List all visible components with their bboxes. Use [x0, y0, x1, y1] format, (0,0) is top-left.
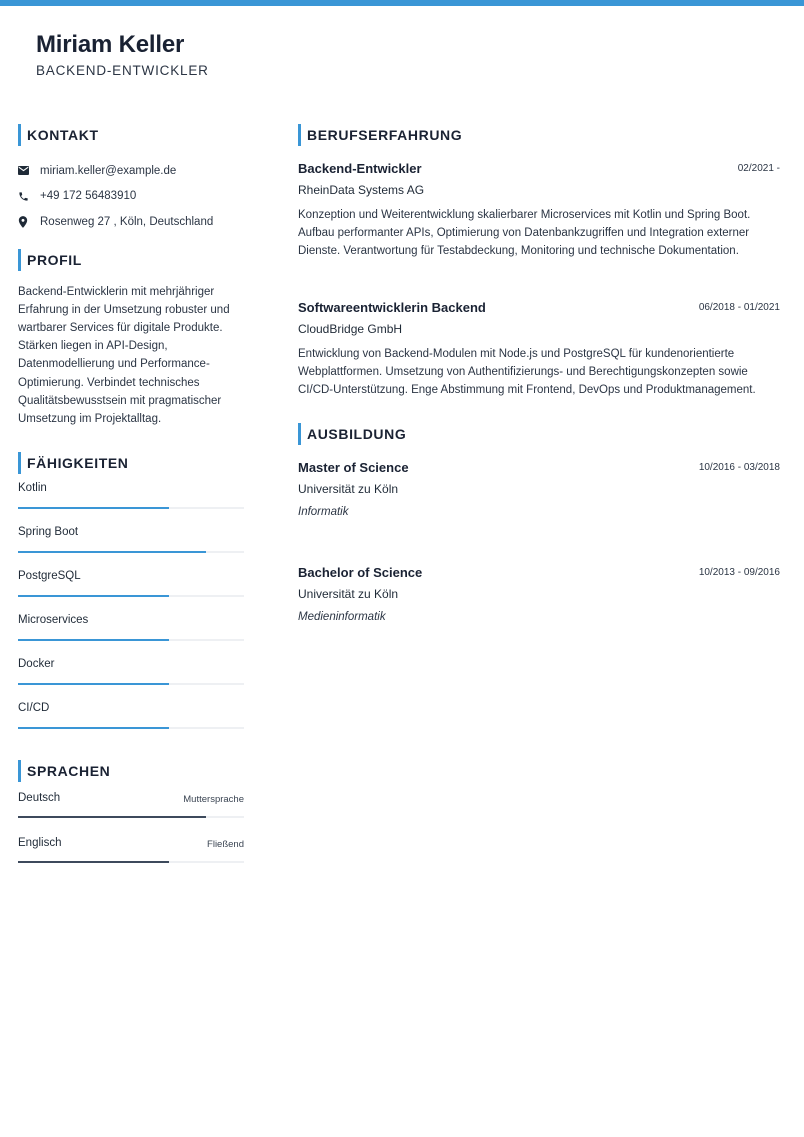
skill-label: Docker: [18, 658, 55, 671]
contact-address: [18, 209, 244, 235]
experience-entry: [298, 300, 780, 400]
degree-title: Master of Science: [298, 460, 409, 476]
degree-date: 10/2013 - 09/2016: [698, 567, 780, 579]
experience-entry: [298, 161, 780, 261]
skill-level-bar: [18, 595, 169, 597]
profile-section: [18, 249, 244, 429]
language-level-track: [18, 816, 244, 818]
skill-level-bar: [18, 727, 169, 729]
skill-level-bar: [18, 639, 169, 641]
degree-field: Medieninformatik: [298, 611, 386, 624]
left-column: [18, 124, 244, 872]
contact-section: [18, 124, 244, 235]
candidate-name: Miriam Keller: [36, 31, 185, 58]
contact-phone: [18, 184, 244, 210]
skill-item: [18, 474, 244, 518]
job-date: 02/2021 -: [737, 163, 780, 174]
location-pin-icon: [18, 216, 40, 228]
degree-institution: Universität zu Köln: [298, 482, 399, 497]
job-company: CloudBridge GmbH: [298, 321, 403, 336]
skill-item: [18, 562, 244, 606]
job-title: Softwareentwicklerin Backend: [298, 299, 486, 315]
education-entry: [298, 460, 780, 518]
experience-title: BERUFSERFAHRUNG: [298, 124, 780, 146]
top-accent-bar: [0, 0, 804, 6]
degree-title: Bachelor of Science: [298, 565, 423, 581]
languages-section: [18, 760, 244, 872]
skill-item: [18, 606, 244, 650]
contact-phone-text: +49 172 56483910: [40, 190, 137, 203]
profile-text: Backend-Entwicklerin mit mehrjähriger Erfahrung in der Umsetzung robuster und wartbarer Services für digitale Produkte. Stärken liegen in API-Design, Datenmodellierung und Performance-Optimierung. Verbindet technisches Qualitätsbewusstsein mit pragmatischer Umsetzung im Projektalltag.: [18, 285, 230, 425]
skill-label: CI/CD: [18, 702, 50, 715]
language-level-bar: [18, 816, 206, 818]
job-company: RheinData Systems AG: [298, 183, 425, 197]
skill-level-track: [18, 683, 244, 685]
degree-institution: Universität zu Köln: [298, 587, 399, 602]
skill-label: PostgreSQL: [18, 570, 81, 583]
mail-icon: [18, 166, 40, 175]
language-label: Englisch: [18, 837, 62, 850]
skills-title: FÄHIGKEITEN: [18, 452, 244, 474]
skill-level-track: [18, 727, 244, 729]
skill-label: Microservices: [18, 614, 89, 627]
languages-title: SPRACHEN: [18, 760, 244, 782]
education-section: [298, 423, 780, 623]
skills-section: [18, 452, 244, 738]
skill-level-track: [18, 639, 244, 641]
skill-item: [18, 518, 244, 562]
skill-level-bar: [18, 507, 169, 509]
skill-label: Spring Boot: [18, 526, 79, 539]
skill-level-track: [18, 507, 244, 509]
education-entry: [298, 565, 780, 623]
contact-title: KONTAKT: [18, 124, 244, 146]
language-label: Deutsch: [18, 792, 61, 805]
profile-title: PROFIL: [18, 249, 244, 271]
language-level-text: Fließend: [207, 839, 244, 851]
job-title: Backend-Entwickler: [298, 161, 422, 176]
job-description: Entwicklung von Backend-Modulen mit Node.js und PostgreSQL für kundenorientierte Webplattformen. Umsetzung von Authentifizierungs- und Berechtigungskonzepten sowie CI/CD-Unterstützung. Enge Abstimmung mit Frontend, DevOps und Produktmanagement.: [298, 347, 756, 397]
skill-level-bar: [18, 551, 206, 553]
languages-list: [18, 782, 244, 872]
candidate-role: BACKEND-ENTWICKLER: [36, 63, 209, 78]
skill-level-track: [18, 595, 244, 597]
right-column: [298, 124, 780, 623]
language-item: [18, 782, 244, 827]
job-date: 06/2018 - 01/2021: [698, 301, 780, 313]
language-level-bar: [18, 861, 169, 863]
skill-label: Kotlin: [18, 482, 47, 495]
job-description: Konzeption und Weiterentwicklung skalierbarer Microservices mit Kotlin und Spring Boot. Aufbau performanter APIs, Optimierung von Datenbankzugriffen und Integration externer Dienste. Verantwortung für Testabdeckung, Monitoring und technische Dokumentation.: [298, 209, 751, 258]
education-title: AUSBILDUNG: [298, 423, 780, 445]
skill-level-bar: [18, 683, 169, 685]
language-item: [18, 827, 244, 872]
skills-list: [18, 474, 244, 738]
skill-level-track: [18, 551, 244, 553]
contact-email: [18, 158, 244, 184]
contact-email-text: miriam.keller@example.de: [40, 164, 177, 177]
skill-item: [18, 650, 244, 694]
language-level-text: Muttersprache: [183, 794, 244, 806]
contact-address-text: Rosenweg 27 , Köln, Deutschland: [40, 215, 214, 228]
phone-icon: [18, 191, 40, 202]
degree-field: Informatik: [298, 506, 349, 519]
degree-date: 10/2016 - 03/2018: [698, 462, 780, 474]
contact-list: [18, 158, 244, 235]
experience-section: [298, 124, 780, 399]
language-level-track: [18, 861, 244, 863]
skill-item: [18, 694, 244, 738]
resume-header: [36, 30, 209, 78]
